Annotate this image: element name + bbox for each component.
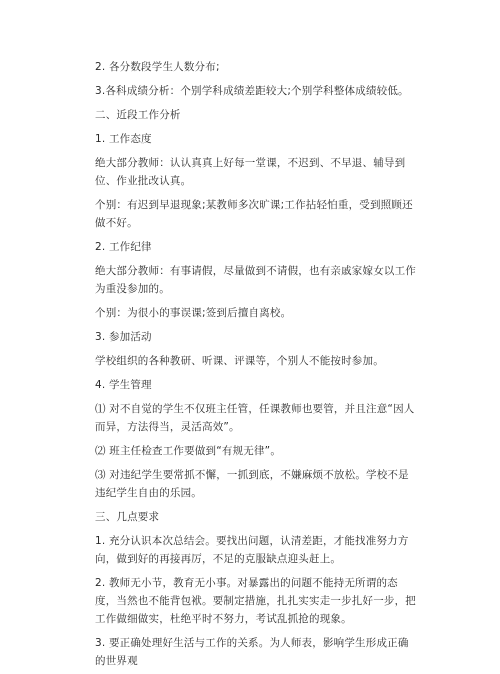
paragraph: 2. 各分数段学生人数分布; xyxy=(95,61,220,73)
paragraph: ⑶ 对违纪学生要常抓不懈，一抓到底，不嫌麻烦不放松。学校不是违纪学生自由的乐园。 xyxy=(95,469,409,499)
subheading: 1. 工作态度 xyxy=(95,133,152,145)
paragraph: ⑵ 班主任检查工作要做到“有规无律”。 xyxy=(95,445,282,457)
subheading: 2. 工作纪律 xyxy=(95,241,152,253)
paragraph: 绝大部分教师：认认真真上好每一堂课，不迟到、不早退、辅导到位、作业批改认真。 xyxy=(95,157,406,187)
paragraph: 3. 要正确处理好生活与工作的关系。为人师表，影响学生形成正确的世界观 xyxy=(95,637,409,667)
paragraph: 个别：为很小的事误课;签到后擅自离校。 xyxy=(95,307,292,319)
paragraph: 3.各科成绩分析：个别学科成绩差距较大;个别学科整体成绩较低。 xyxy=(95,85,409,97)
subheading: 3. 参加活动 xyxy=(95,331,152,343)
paragraph: 学校组织的各种教研、听课、评课等，个别人不能按时参加。 xyxy=(95,355,384,367)
paragraph: 绝大部分教师：有事请假，尽量做到不请假，也有亲戚家嫁女以工作为重没参加的。 xyxy=(95,265,416,295)
paragraph: 1. 充分认识本次总结会。要找出问题，认清差距，才能找准努力方向，做到好的再接再厉，不足的克服缺点迎头赶上。 xyxy=(95,535,409,565)
subheading: 4. 学生管理 xyxy=(95,379,152,391)
document-page xyxy=(95,58,419,674)
paragraph: ⑴ 对不自觉的学生不仅班主任管，任课教师也要管，并且注意“因人而异，方法得当，灵活高效”。 xyxy=(95,403,415,433)
paragraph: 2. 教师无小节，教育无小事。对暴露出的问题不能持无所谓的态度，当然也不能背包袱。要制定措施，扎扎实实走一步扎好一步，把工作做细做实，杜绝平时不努力，考试乱抓抢的现象。 xyxy=(95,577,416,625)
section-heading: 三、几点要求 xyxy=(95,511,160,523)
section-heading: 二、近段工作分析 xyxy=(95,109,181,121)
paragraph: 个别：有迟到早退现象;某教师多次旷课;工作拈轻怕重，受到照顾还做不好。 xyxy=(95,199,413,229)
